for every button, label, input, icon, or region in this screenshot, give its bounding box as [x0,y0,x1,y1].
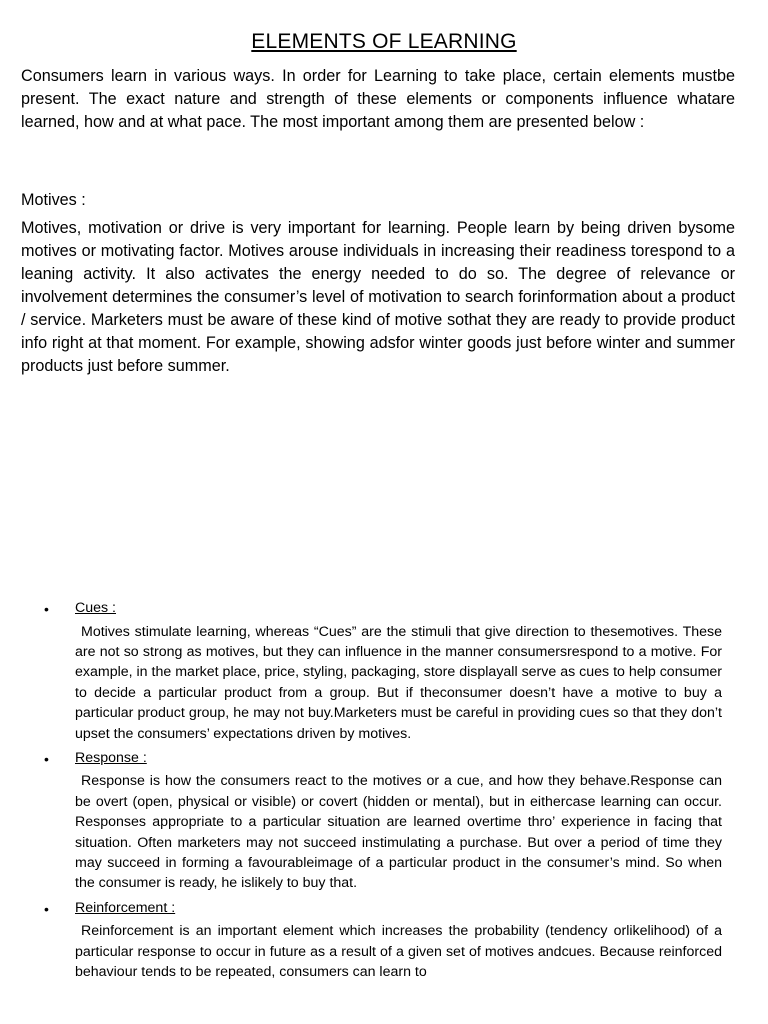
response-heading: Response : [75,749,147,766]
bullet-item-reinforcement [0,898,768,983]
motives-heading: Motives : [21,191,86,209]
bullet-marker: • [44,900,49,917]
bullet-marker: • [44,750,49,767]
bullet-item-response [0,748,768,894]
cues-paragraph: Motives stimulate learning, whereas “Cues” are the stimuli that give direction to thesemotives. These are not so strong as motives, but they can influence in the manner consumersrespond to a motive. For example, in the market place, price, styling, packaging, store displayall serve as cues to help consumer to decide a particular product from a group. But if theconsumer doesn’t have a motive to buy a particular product group, he may not buy.Marketers must be careful in providing cues so that they don’t upset the consumers’ expectations driven by motives. [75,623,722,742]
intro-paragraph: Consumers learn in various ways. In order for Learning to take place, certain elements mustbe present. The exact nature and strength of these elements or components influence whatare learned, how and at what pace. The most important among them are presented below : [21,67,735,131]
reinforcement-heading: Reinforcement : [75,899,176,916]
response-paragraph: Response is how the consumers react to the motives or a cue, and how they behave.Response can be overt (open, physical or visible) or covert (hidden or mental), but in eithercase learning can occur. Responses appropriate to a particular situation are learned overtime thro’ experience in facing that situation. Often marketers may not succeed instimulating a purchase. But over a period of time they may succeed in forming a favourableimage of a particular product in the consumer’s mind. So when the consumer is ready, he islikely to buy that. [75,773,722,892]
bullet-marker: • [44,601,49,617]
cues-heading: Cues : [75,600,117,616]
motives-paragraph: Motives, motivation or drive is very important for learning. People learn by being driven bysome motives or motivating factor. Motives arouse individuals in increasing their readiness torespond to a leaning activity. It also activates the energy needed to do so. The degree of relevance or involvement determines the consumer’s level of motivation to search forinformation about a product / service. Marketers must be aware of these kind of motive sothat they are ready to provide product info right at that moment. For example, showing adsfor winter goods just before winter and summer products just before summer. [21,219,735,375]
reinforcement-paragraph: Reinforcement is an important element which increases the probability (tendency orlikelihood) of a particular response to occur in future as a result of a given set of motives andcues. Because reinforced behaviour tends to be repeated, consumers can learn to [75,923,722,981]
bullet-list [0,598,768,987]
page-title: ELEMENTS OF LEARNING [251,30,517,53]
bullet-item-cues [0,598,768,744]
